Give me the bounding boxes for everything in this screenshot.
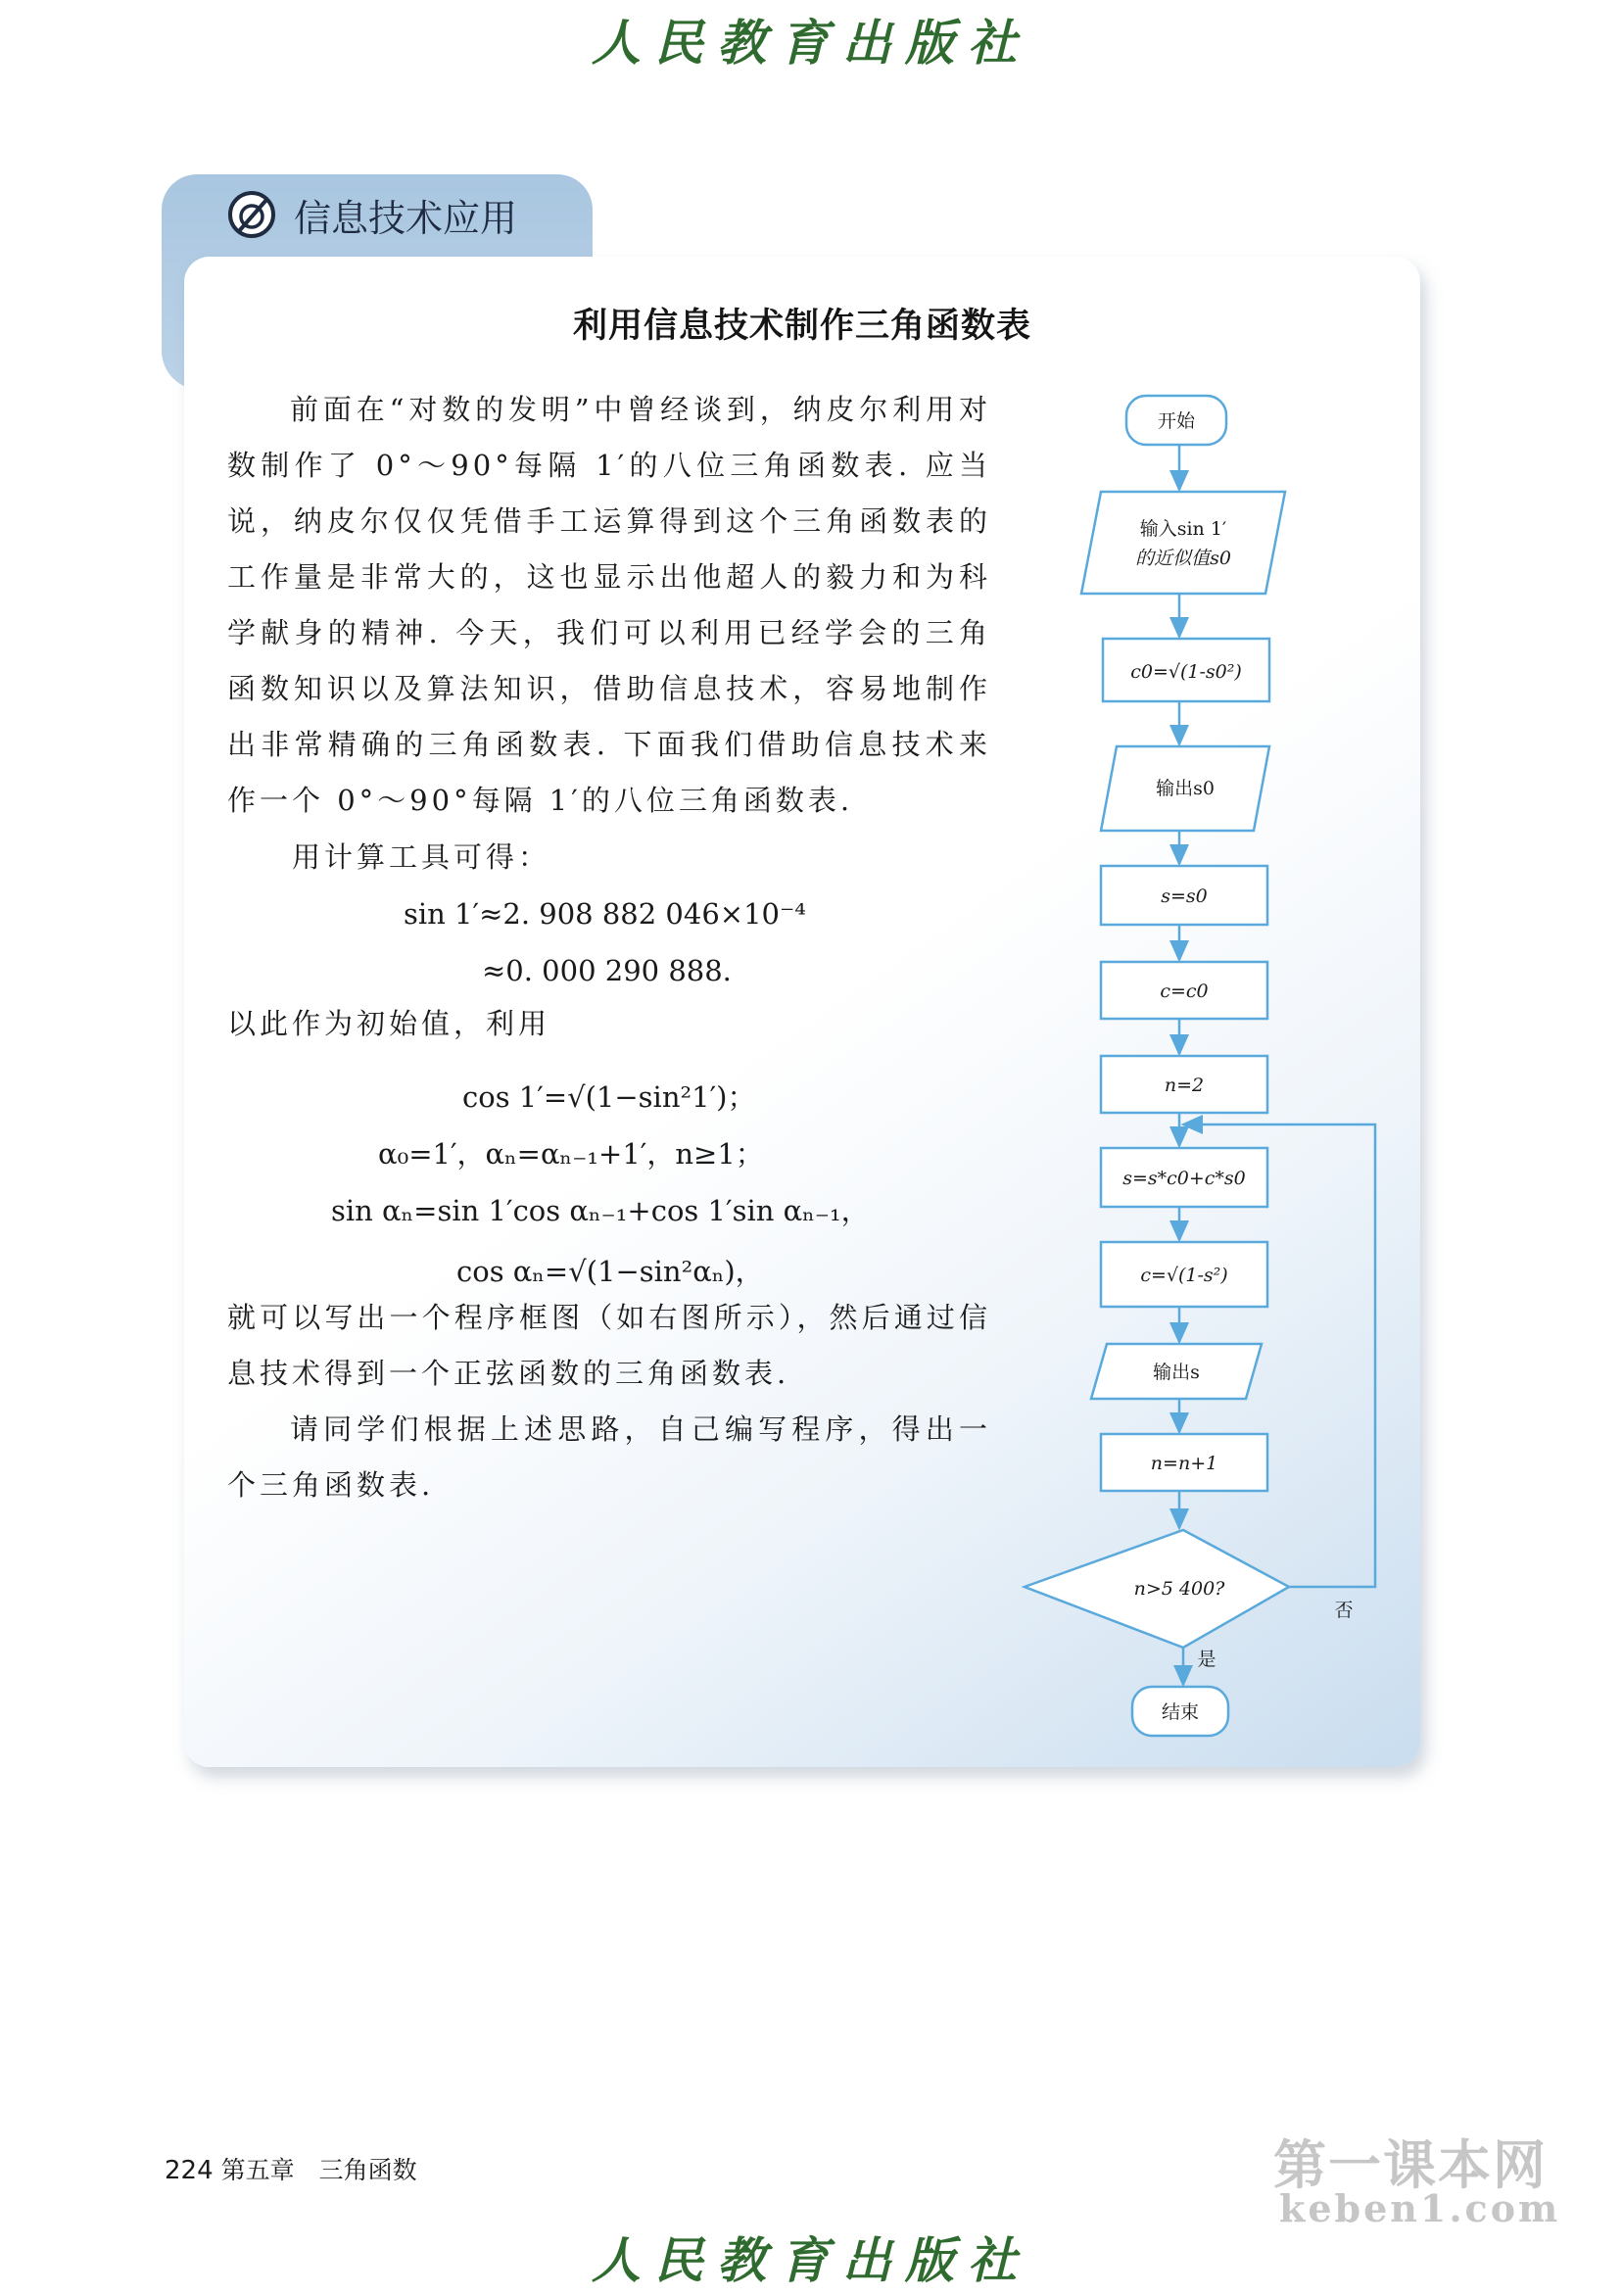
flow-c0-label: c0=√(1-s0²) bbox=[1130, 661, 1242, 683]
flow-c-assign-label: c=c0 bbox=[1160, 981, 1209, 1002]
watermark-title: 第一课本网 bbox=[1273, 2134, 1548, 2196]
flow-start-label: 开始 bbox=[1157, 410, 1196, 432]
paragraph-intro: 前面在“对数的发明”中曾经谈到，纳皮尔利用对数制作了 0°～90°每隔 1′的八位三角函数表. 应当说，纳皮尔仅仅凭借手工运算得到这个三角函数表的工作量是非常大的，这也显示出他超人的毅力和为科学献身的精神. 今天，我们可以利用已经学会的三角函数知识以及算法知识，借助信息技术，容易地制作出非常精确的三角函数表. 下面我们借助信息技术来作一个 0°～90°每隔 1′的八位三角函数表. bbox=[227, 393, 991, 817]
publisher-header: 人民教育出版社 bbox=[592, 14, 1030, 72]
flow-end-label: 结束 bbox=[1161, 1701, 1200, 1723]
flow-output-s0-label: 输出s0 bbox=[1156, 778, 1215, 799]
page-number: 224 bbox=[165, 2156, 214, 2185]
equation-cos-alpha: cos αₙ=√(1−sin²αₙ)， bbox=[456, 1255, 764, 1288]
page-title: 利用信息技术制作三角函数表 bbox=[572, 307, 1031, 346]
flow-yes-label: 是 bbox=[1197, 1649, 1216, 1670]
flow-s-assign-label: s=s0 bbox=[1161, 885, 1208, 907]
flow-n-assign-label: n=2 bbox=[1164, 1075, 1205, 1096]
publisher-footer: 人民教育出版社 bbox=[592, 2231, 1030, 2289]
equation-sin1: sin 1′≈2. 908 882 046×10⁻⁴ bbox=[404, 897, 806, 931]
flow-input-label-2: 的近似值s0 bbox=[1135, 548, 1231, 569]
equation-sin-alpha: sin αₙ=sin 1′cos αₙ₋₁+cos 1′sin αₙ₋₁， bbox=[331, 1194, 870, 1227]
paragraph-initial: 以此作为初始值，利用 bbox=[227, 1007, 551, 1040]
paragraph-calc: 用计算工具可得： bbox=[292, 840, 551, 874]
equation-approx: ≈0. 000 290 888. bbox=[482, 954, 732, 987]
flow-n-incr-label: n=n+1 bbox=[1150, 1453, 1218, 1474]
flow-condition-label: n>5 400? bbox=[1133, 1578, 1225, 1600]
flow-output-s-label: 输出s bbox=[1153, 1362, 1200, 1383]
flow-no-label: 否 bbox=[1334, 1600, 1354, 1621]
page-footer bbox=[165, 2151, 417, 2186]
equation-alpha: α₀=1′，αₙ=αₙ₋₁+1′，n≥1； bbox=[378, 1137, 764, 1171]
equation-cos1: cos 1′=√(1−sin²1′)； bbox=[462, 1080, 756, 1114]
watermark-url: keben1.com bbox=[1279, 2186, 1561, 2230]
flow-input-label-1: 输入sin 1′ bbox=[1139, 518, 1227, 540]
section-label: 信息技术应用 bbox=[294, 197, 518, 240]
flow-input-node bbox=[1081, 492, 1285, 594]
flow-s-update-label: s=s*c0+c*s0 bbox=[1122, 1168, 1246, 1189]
paragraph-exercise: 请同学们根据上述思路，自己编写程序，得出一个三角函数表. bbox=[227, 1412, 991, 1502]
chapter-label: 第五章 三角函数 bbox=[220, 2156, 417, 2184]
paragraph-flowchart: 就可以写出一个程序框图（如右图所示），然后通过信息技术得到一个正弦函数的三角函数表. bbox=[227, 1301, 991, 1390]
flow-c-update-label: c=√(1-s²) bbox=[1140, 1265, 1228, 1286]
